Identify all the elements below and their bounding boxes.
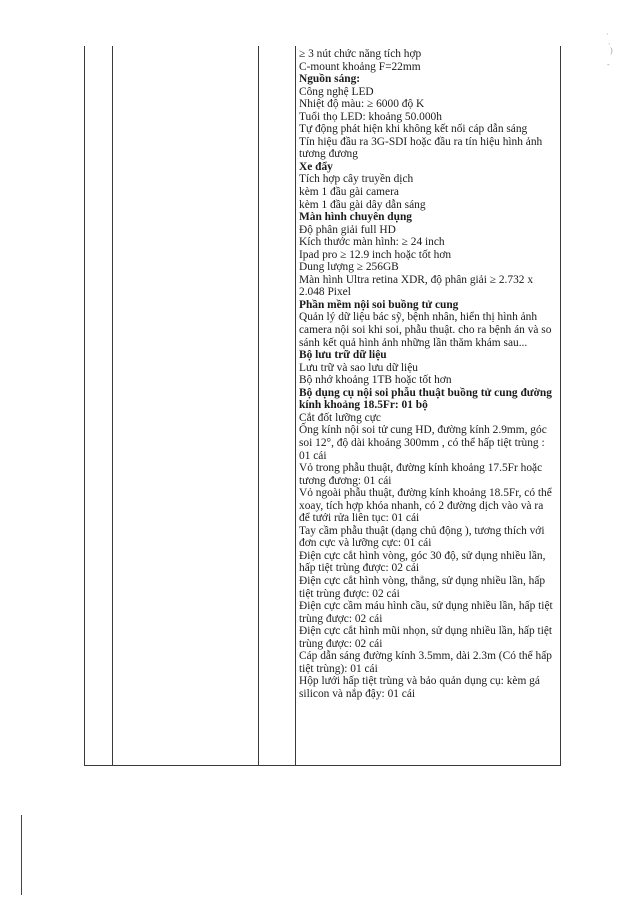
spec-line: C-mount khoảng F=22mm xyxy=(299,60,421,73)
spec-line: để tưới rửa liên tục: 01 cái xyxy=(299,512,420,525)
section-heading: Xe đẩy xyxy=(299,160,333,173)
binding-margin-line xyxy=(21,815,22,895)
spec-line: kèm 1 đầu gài camera xyxy=(299,186,399,199)
spec-line: Kích thước màn hình: ≥ 24 inch xyxy=(299,236,445,249)
section-heading: Bộ lưu trữ dữ liệu xyxy=(299,349,387,362)
table-column-divider-2 xyxy=(258,46,259,766)
section-heading: Bộ dụng cụ nội soi phẫu thuật buồng tử cung đường xyxy=(299,386,552,399)
spec-line: Quản lý dữ liệu bác sỹ, bệnh nhân, hiển thị hình ảnh xyxy=(299,311,538,324)
spec-line: Dung lượng ≥ 256GB xyxy=(299,261,399,274)
spec-line: sánh kết quả hình ảnh những lần thăm khám sau... xyxy=(299,336,528,349)
spec-line: tiệt trùng): 01 cái xyxy=(299,662,378,675)
spec-line: 01 cái xyxy=(299,449,327,462)
spec-line: đơn cực và lưỡng cực: 01 cái xyxy=(299,537,432,550)
spec-line: Điện cực cắt hình mũi nhọn, sử dụng nhiều lần, hấp tiệt xyxy=(299,625,553,638)
table-bottom-border xyxy=(84,765,560,766)
spec-line: hấp tiệt trùng được: 02 cái xyxy=(299,562,420,575)
table-column-divider-1 xyxy=(112,46,113,766)
spec-line: Cáp dẫn sáng đường kính 3.5mm, dài 2.3m (Có thể hấp xyxy=(299,650,552,663)
section-heading: Phần mềm nội soi buồng tử cung xyxy=(299,298,459,311)
spec-line: Lưu trữ và sao lưu dữ liệu xyxy=(299,361,418,374)
spec-line: Hộp lưới hấp tiệt trùng và bảo quản dụng cụ: kèm gá xyxy=(299,675,540,688)
specification-cell xyxy=(299,48,557,700)
table-border-right xyxy=(560,46,561,766)
spec-line: Màn hình Ultra retina XDR, độ phân giải ≥ 2.732 x xyxy=(299,273,534,286)
spec-line: Công nghệ LED xyxy=(299,85,374,98)
spec-line: kèm 1 đầu gài dây dẫn sáng xyxy=(299,198,426,211)
spec-line: Độ phân giải full HD xyxy=(299,223,396,236)
spec-line: soi 12°, độ dài khoảng 300mm , có thể hấp tiệt trùng : xyxy=(299,436,545,449)
table-column-divider-3 xyxy=(295,46,296,766)
spec-line: Tự động phát hiện khi không kết nối cáp dẫn sáng xyxy=(299,123,528,136)
spec-line: Vỏ trong phẫu thuật, đường kính khoảng 17.5Fr hoặc xyxy=(299,462,543,475)
spec-line: Ipad pro ≥ 12.9 inch hoặc tốt hơn xyxy=(299,248,452,261)
spec-line: camera nội soi khi soi, phẫu thuật. cho ra bệnh án và so xyxy=(299,324,552,337)
spec-line: Điện cực cắt hình vòng, thẳng, sử dụng nhiều lần, hấp xyxy=(299,574,546,587)
spec-line: silicon và nắp đậy: 01 cái xyxy=(299,687,416,700)
spec-line: tương đương xyxy=(299,148,358,161)
spec-line: ≥ 3 nút chức năng tích hợp xyxy=(299,48,422,60)
spec-line: Tích hợp cây truyền dịch xyxy=(299,173,414,186)
spec-line: trùng được: 02 cái xyxy=(299,612,383,625)
spec-line: trùng được: 02 cái xyxy=(299,637,383,650)
section-heading: Màn hình chuyên dụng xyxy=(299,211,413,224)
spec-line: tương đương: 01 cái xyxy=(299,474,392,487)
spec-line: tiệt trùng được: 02 cái xyxy=(299,587,400,600)
section-heading: Nguồn sáng: xyxy=(299,73,361,86)
spec-line: Điện cực cầm máu hình cầu, sử dụng nhiều lần, hấp tiệt xyxy=(299,600,553,613)
spec-line: 2.048 Pixel xyxy=(299,286,351,299)
spec-line: Cắt đốt lưỡng cực xyxy=(299,411,381,424)
spec-line: Vỏ ngoài phẫu thuật, đường kính khoảng 18.5Fr, có thể xyxy=(299,487,552,500)
table-border-left xyxy=(84,46,85,766)
spec-line: Điện cực cắt hình vòng, góc 30 độ, sử dụng nhiều lần, xyxy=(299,549,546,562)
spec-line: Nhiệt độ màu: ≥ 6000 độ K xyxy=(299,98,425,111)
spec-line: Tay cầm phẫu thuật (dạng chủ động ), tương thích với xyxy=(299,524,545,537)
spec-line: Tín hiệu đầu ra 3G-SDI hoặc đầu ra tín hiệu hình ảnh xyxy=(299,135,543,148)
spec-line: Ống kính nội soi tử cung HD, đường kính 2.9mm, góc xyxy=(299,424,547,437)
section-heading: kính khoảng 18.5Fr: 01 bộ xyxy=(299,399,428,412)
scan-marks: · ` ) - xyxy=(606,30,613,69)
spec-line: xoay, tích hợp khóa nhanh, có 2 đường dịch vào và ra xyxy=(299,499,544,512)
spec-line: Bộ nhớ khoảng 1TB hoặc tốt hơn xyxy=(299,374,452,387)
spec-line: Tuổi thọ LED: khoảng 50.000h xyxy=(299,110,442,123)
